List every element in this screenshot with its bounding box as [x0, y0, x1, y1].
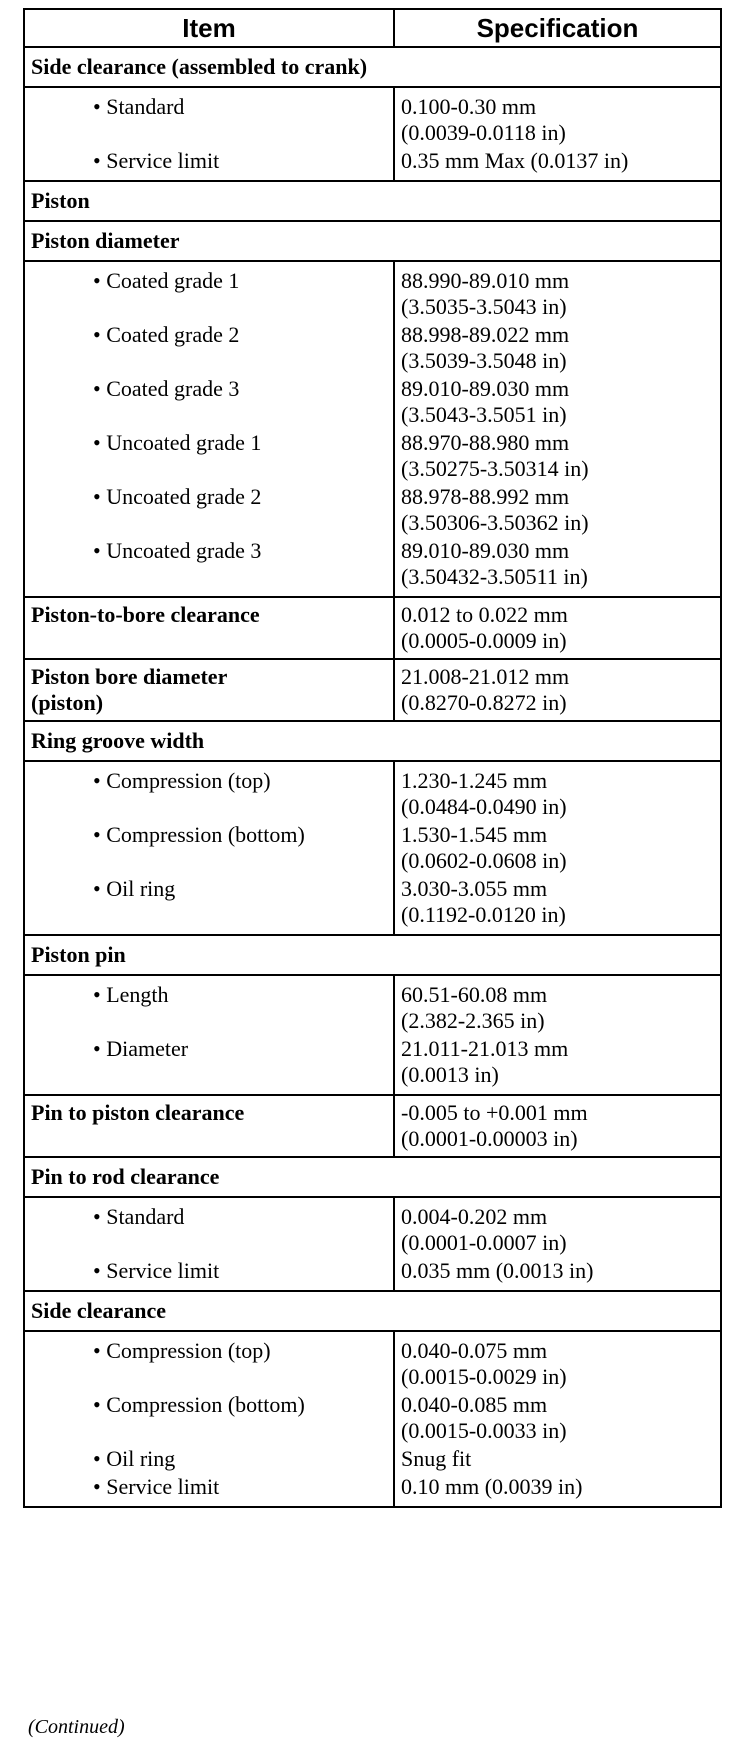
item-cell: [24, 659, 394, 721]
spec-text: 21.008-21.012 mm: [401, 664, 570, 689]
section-label: Piston diameter: [24, 221, 721, 261]
spec-cell: [394, 428, 721, 482]
section-row: [24, 721, 721, 761]
spec-cell: [394, 1256, 721, 1291]
table-row: [24, 975, 721, 1034]
spec-text: 1.530-1.545 mm: [401, 822, 548, 847]
table-row: [24, 874, 721, 935]
item-cell: • Compression (bottom): [24, 1390, 394, 1444]
spec-text: 60.51-60.08 mm: [401, 982, 548, 1007]
spec-cell: [394, 320, 721, 374]
spec-text: 0.035 mm (0.0013 in): [401, 1258, 594, 1283]
item-header: Item: [24, 9, 394, 47]
table-row: [24, 374, 721, 428]
section-row: [24, 181, 721, 221]
item-cell: • Standard: [24, 1197, 394, 1256]
item-cell: • Compression (top): [24, 761, 394, 820]
section-row: [24, 47, 721, 87]
spec-text: (0.0015-0.0033 in): [401, 1418, 567, 1443]
item-cell: • Compression (top): [24, 1331, 394, 1390]
item-text: Pin to piston clearance: [31, 1100, 245, 1125]
item-cell: [24, 597, 394, 659]
table-row: [24, 1444, 721, 1472]
spec-text: 0.35 mm Max (0.0137 in): [401, 148, 629, 173]
spec-text: (0.1192-0.0120 in): [401, 902, 566, 927]
header-row: [24, 9, 721, 47]
table-row: [24, 482, 721, 536]
spec-cell: [394, 975, 721, 1034]
item-cell: • Service limit: [24, 1256, 394, 1291]
item-text: Piston bore diameter: [31, 664, 228, 689]
item-cell: • Uncoated grade 2: [24, 482, 394, 536]
table-row: [24, 261, 721, 320]
spec-cell: [394, 1095, 721, 1157]
section-row: [24, 935, 721, 975]
spec-text: 21.011-21.013 mm: [401, 1036, 569, 1061]
table-row: [24, 1472, 721, 1507]
spec-text: (0.0602-0.0608 in): [401, 848, 567, 873]
spec-cell: [394, 659, 721, 721]
section-label: Piston: [24, 181, 721, 221]
item-cell: • Diameter: [24, 1034, 394, 1095]
specification-header: Specification: [394, 9, 721, 47]
item-cell: [24, 1095, 394, 1157]
table-row: [24, 1034, 721, 1095]
spec-text: (0.0039-0.0118 in): [401, 120, 566, 145]
continued-note: (Continued): [28, 1716, 125, 1738]
spec-cell: [394, 1390, 721, 1444]
spec-text: (2.382-2.365 in): [401, 1008, 545, 1033]
item-cell: • Length: [24, 975, 394, 1034]
spec-cell: [394, 1472, 721, 1507]
spec-text: 89.010-89.030 mm: [401, 376, 570, 401]
spec-text: 0.100-0.30 mm: [401, 94, 537, 119]
spec-text: 89.010-89.030 mm: [401, 538, 570, 563]
spec-text: (3.50306-3.50362 in): [401, 510, 589, 535]
item-cell: • Coated grade 2: [24, 320, 394, 374]
spec-cell: [394, 1444, 721, 1472]
section-label: Ring groove width: [24, 721, 721, 761]
table-row: [24, 761, 721, 820]
spec-cell: [394, 874, 721, 935]
table-row: [24, 597, 721, 659]
spec-text: 3.030-3.055 mm: [401, 876, 548, 901]
section-label: Pin to rod clearance: [24, 1157, 721, 1197]
item-cell: • Oil ring: [24, 874, 394, 935]
item-text: (piston): [31, 690, 104, 715]
item-cell: • Standard: [24, 87, 394, 146]
item-cell: • Coated grade 3: [24, 374, 394, 428]
spec-text: (0.8270-0.8272 in): [401, 690, 567, 715]
spec-text: 88.970-88.980 mm: [401, 430, 570, 455]
table-row: [24, 820, 721, 874]
spec-text: 88.978-88.992 mm: [401, 484, 570, 509]
table-row: [24, 428, 721, 482]
table-row: [24, 146, 721, 181]
item-cell: • Uncoated grade 1: [24, 428, 394, 482]
spec-cell: [394, 820, 721, 874]
spec-text: (3.5039-3.5048 in): [401, 348, 567, 373]
table-row: [24, 1095, 721, 1157]
section-row: [24, 1157, 721, 1197]
spec-text: 0.012 to 0.022 mm: [401, 602, 568, 627]
section-label: Side clearance: [24, 1291, 721, 1331]
table-row: [24, 1256, 721, 1291]
spec-cell: [394, 1034, 721, 1095]
spec-page: [23, 8, 720, 1508]
item-cell: • Uncoated grade 3: [24, 536, 394, 597]
section-row: [24, 221, 721, 261]
table-body: [24, 47, 721, 1507]
spec-text: (0.0005-0.0009 in): [401, 628, 567, 653]
table-row: [24, 320, 721, 374]
section-row: [24, 1291, 721, 1331]
spec-text: (0.0001-0.0007 in): [401, 1230, 567, 1255]
spec-cell: [394, 1331, 721, 1390]
spec-cell: [394, 374, 721, 428]
spec-cell: [394, 87, 721, 146]
spec-text: Snug fit: [401, 1446, 472, 1471]
spec-cell: [394, 597, 721, 659]
spec-cell: [394, 761, 721, 820]
spec-text: (0.0013 in): [401, 1062, 499, 1087]
table-row: [24, 536, 721, 597]
spec-text: (3.50275-3.50314 in): [401, 456, 589, 481]
table-row: [24, 1390, 721, 1444]
spec-cell: [394, 536, 721, 597]
spec-text: 88.990-89.010 mm: [401, 268, 570, 293]
section-label: Piston pin: [24, 935, 721, 975]
item-cell: • Compression (bottom): [24, 820, 394, 874]
item-cell: • Oil ring: [24, 1444, 394, 1472]
table-row: [24, 659, 721, 721]
table-row: [24, 1331, 721, 1390]
spec-text: 1.230-1.245 mm: [401, 768, 548, 793]
spec-cell: [394, 261, 721, 320]
spec-text: (3.5043-3.5051 in): [401, 402, 567, 427]
spec-text: 0.040-0.085 mm: [401, 1392, 548, 1417]
spec-text: 0.10 mm (0.0039 in): [401, 1474, 583, 1499]
spec-text: 0.040-0.075 mm: [401, 1338, 548, 1363]
spec-cell: [394, 146, 721, 181]
spec-cell: [394, 1197, 721, 1256]
item-cell: • Service limit: [24, 1472, 394, 1507]
spec-text: (3.50432-3.50511 in): [401, 564, 588, 589]
section-label: Side clearance (assembled to crank): [24, 47, 721, 87]
item-text: Piston-to-bore clearance: [31, 602, 260, 627]
spec-text: (3.5035-3.5043 in): [401, 294, 567, 319]
spec-text: 0.004-0.202 mm: [401, 1204, 548, 1229]
spec-text: (0.0001-0.00003 in): [401, 1126, 578, 1151]
spec-text: (0.0484-0.0490 in): [401, 794, 567, 819]
table-row: [24, 87, 721, 146]
item-cell: • Service limit: [24, 146, 394, 181]
spec-text: 88.998-89.022 mm: [401, 322, 570, 347]
spec-text: -0.005 to +0.001 mm: [401, 1100, 588, 1125]
spec-cell: [394, 482, 721, 536]
spec-table: [23, 8, 722, 1508]
spec-text: (0.0015-0.0029 in): [401, 1364, 567, 1389]
table-row: [24, 1197, 721, 1256]
item-cell: • Coated grade 1: [24, 261, 394, 320]
